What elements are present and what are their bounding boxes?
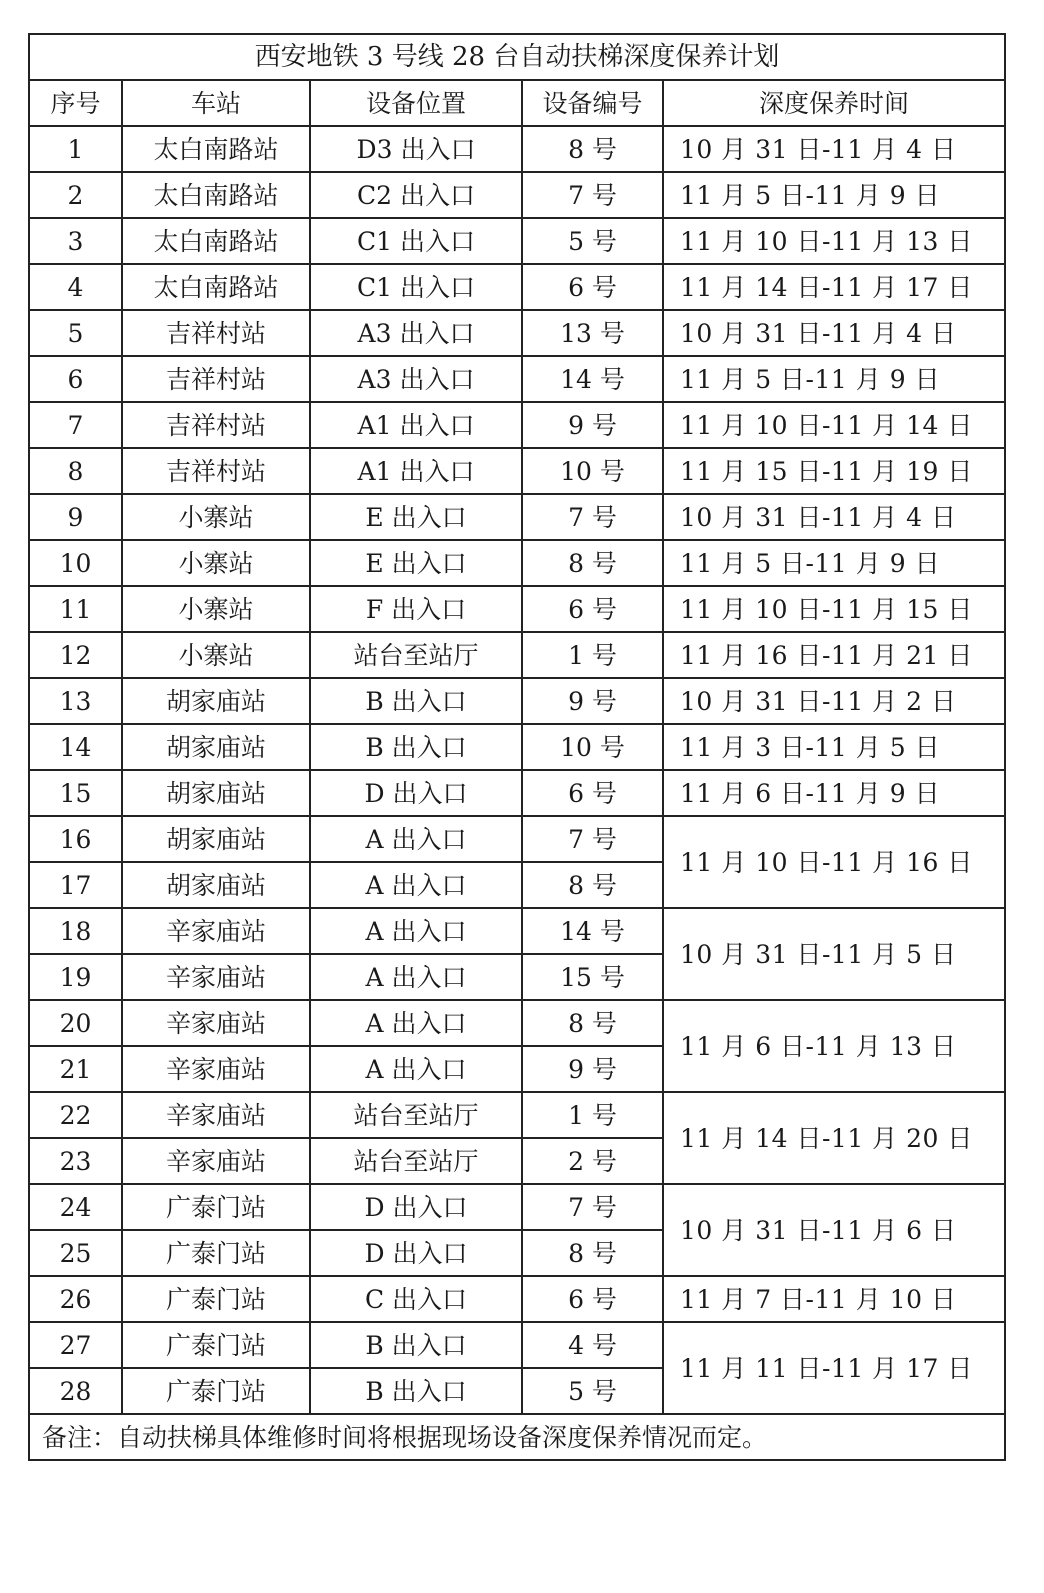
cell-location: 站台至站厅 bbox=[310, 1092, 522, 1138]
cell-device: 9 号 bbox=[522, 678, 663, 724]
table-row bbox=[29, 1092, 1005, 1138]
cell-device: 7 号 bbox=[522, 172, 663, 218]
maintenance-schedule-table bbox=[28, 33, 1006, 1461]
cell-no: 21 bbox=[29, 1046, 122, 1092]
table-row bbox=[29, 1000, 1005, 1046]
note: 备注：自动扶梯具体维修时间将根据现场设备深度保养情况而定。 bbox=[29, 1414, 1005, 1460]
cell-location: A1 出入口 bbox=[310, 448, 522, 494]
cell-location: C2 出入口 bbox=[310, 172, 522, 218]
cell-location: A3 出入口 bbox=[310, 310, 522, 356]
cell-location: B 出入口 bbox=[310, 724, 522, 770]
table-row bbox=[29, 586, 1005, 632]
cell-no: 27 bbox=[29, 1322, 122, 1368]
cell-location: 站台至站厅 bbox=[310, 1138, 522, 1184]
cell-station: 小寨站 bbox=[122, 586, 310, 632]
cell-station: 广泰门站 bbox=[122, 1368, 310, 1414]
cell-device: 9 号 bbox=[522, 402, 663, 448]
table-body bbox=[29, 126, 1005, 1414]
cell-no: 1 bbox=[29, 126, 122, 172]
cell-station: 太白南路站 bbox=[122, 126, 310, 172]
cell-no: 10 bbox=[29, 540, 122, 586]
table-row bbox=[29, 356, 1005, 402]
cell-location: A 出入口 bbox=[310, 862, 522, 908]
header-device: 设备编号 bbox=[522, 80, 663, 126]
cell-device: 2 号 bbox=[522, 1138, 663, 1184]
cell-station: 胡家庙站 bbox=[122, 862, 310, 908]
cell-no: 24 bbox=[29, 1184, 122, 1230]
header-station: 车站 bbox=[122, 80, 310, 126]
cell-station: 辛家庙站 bbox=[122, 1092, 310, 1138]
cell-no: 28 bbox=[29, 1368, 122, 1414]
cell-station: 广泰门站 bbox=[122, 1322, 310, 1368]
cell-no: 5 bbox=[29, 310, 122, 356]
cell-no: 20 bbox=[29, 1000, 122, 1046]
cell-device: 7 号 bbox=[522, 494, 663, 540]
cell-device: 8 号 bbox=[522, 862, 663, 908]
cell-no: 3 bbox=[29, 218, 122, 264]
cell-station: 小寨站 bbox=[122, 494, 310, 540]
cell-location: A3 出入口 bbox=[310, 356, 522, 402]
cell-no: 6 bbox=[29, 356, 122, 402]
cell-device: 7 号 bbox=[522, 1184, 663, 1230]
table-row bbox=[29, 908, 1005, 954]
cell-no: 25 bbox=[29, 1230, 122, 1276]
cell-no: 2 bbox=[29, 172, 122, 218]
cell-no: 18 bbox=[29, 908, 122, 954]
cell-time: 10 月 31 日-11 月 4 日 bbox=[663, 494, 1005, 540]
cell-no: 12 bbox=[29, 632, 122, 678]
cell-time: 10 月 31 日-11 月 4 日 bbox=[663, 310, 1005, 356]
cell-station: 吉祥村站 bbox=[122, 448, 310, 494]
cell-device: 9 号 bbox=[522, 1046, 663, 1092]
cell-time: 10 月 31 日-11 月 2 日 bbox=[663, 678, 1005, 724]
cell-device: 7 号 bbox=[522, 816, 663, 862]
cell-station: 太白南路站 bbox=[122, 172, 310, 218]
cell-location: A 出入口 bbox=[310, 816, 522, 862]
cell-time: 11 月 5 日-11 月 9 日 bbox=[663, 172, 1005, 218]
cell-station: 小寨站 bbox=[122, 540, 310, 586]
cell-location: D3 出入口 bbox=[310, 126, 522, 172]
cell-time: 11 月 16 日-11 月 21 日 bbox=[663, 632, 1005, 678]
header-time: 深度保养时间 bbox=[663, 80, 1005, 126]
cell-location: D 出入口 bbox=[310, 1230, 522, 1276]
table-title: 西安地铁 3 号线 28 台自动扶梯深度保养计划 bbox=[29, 34, 1005, 80]
cell-location: A 出入口 bbox=[310, 1000, 522, 1046]
cell-location: B 出入口 bbox=[310, 1368, 522, 1414]
cell-location: D 出入口 bbox=[310, 1184, 522, 1230]
cell-device: 6 号 bbox=[522, 586, 663, 632]
cell-location: E 出入口 bbox=[310, 540, 522, 586]
cell-station: 小寨站 bbox=[122, 632, 310, 678]
cell-no: 15 bbox=[29, 770, 122, 816]
table-row bbox=[29, 402, 1005, 448]
cell-device: 8 号 bbox=[522, 126, 663, 172]
cell-device: 15 号 bbox=[522, 954, 663, 1000]
cell-time: 11 月 6 日-11 月 9 日 bbox=[663, 770, 1005, 816]
cell-location: 站台至站厅 bbox=[310, 632, 522, 678]
cell-location: C 出入口 bbox=[310, 1276, 522, 1322]
cell-no: 16 bbox=[29, 816, 122, 862]
cell-device: 8 号 bbox=[522, 540, 663, 586]
cell-time: 11 月 5 日-11 月 9 日 bbox=[663, 540, 1005, 586]
cell-device: 4 号 bbox=[522, 1322, 663, 1368]
cell-device: 1 号 bbox=[522, 632, 663, 678]
cell-time: 11 月 15 日-11 月 19 日 bbox=[663, 448, 1005, 494]
cell-no: 22 bbox=[29, 1092, 122, 1138]
cell-time: 11 月 3 日-11 月 5 日 bbox=[663, 724, 1005, 770]
cell-station: 太白南路站 bbox=[122, 264, 310, 310]
cell-device: 14 号 bbox=[522, 356, 663, 402]
cell-time: 10 月 31 日-11 月 4 日 bbox=[663, 126, 1005, 172]
cell-device: 1 号 bbox=[522, 1092, 663, 1138]
header-no: 序号 bbox=[29, 80, 122, 126]
cell-device: 8 号 bbox=[522, 1000, 663, 1046]
cell-time: 11 月 7 日-11 月 10 日 bbox=[663, 1276, 1005, 1322]
cell-time: 11 月 14 日-11 月 17 日 bbox=[663, 264, 1005, 310]
cell-no: 8 bbox=[29, 448, 122, 494]
cell-device: 10 号 bbox=[522, 724, 663, 770]
table-row bbox=[29, 678, 1005, 724]
table-row bbox=[29, 770, 1005, 816]
cell-device: 6 号 bbox=[522, 1276, 663, 1322]
cell-station: 吉祥村站 bbox=[122, 402, 310, 448]
cell-time: 11 月 11 日-11 月 17 日 bbox=[663, 1322, 1005, 1414]
table-row bbox=[29, 1322, 1005, 1368]
cell-device: 13 号 bbox=[522, 310, 663, 356]
cell-no: 26 bbox=[29, 1276, 122, 1322]
cell-device: 6 号 bbox=[522, 264, 663, 310]
cell-station: 辛家庙站 bbox=[122, 908, 310, 954]
cell-station: 广泰门站 bbox=[122, 1276, 310, 1322]
cell-device: 8 号 bbox=[522, 1230, 663, 1276]
cell-station: 吉祥村站 bbox=[122, 356, 310, 402]
cell-device: 5 号 bbox=[522, 1368, 663, 1414]
table-row bbox=[29, 494, 1005, 540]
table-row bbox=[29, 218, 1005, 264]
cell-time: 11 月 10 日-11 月 15 日 bbox=[663, 586, 1005, 632]
cell-station: 胡家庙站 bbox=[122, 770, 310, 816]
cell-time: 11 月 6 日-11 月 13 日 bbox=[663, 1000, 1005, 1092]
table-row bbox=[29, 310, 1005, 356]
cell-location: C1 出入口 bbox=[310, 264, 522, 310]
cell-time: 11 月 5 日-11 月 9 日 bbox=[663, 356, 1005, 402]
cell-no: 7 bbox=[29, 402, 122, 448]
cell-station: 胡家庙站 bbox=[122, 816, 310, 862]
cell-time: 11 月 10 日-11 月 13 日 bbox=[663, 218, 1005, 264]
cell-location: B 出入口 bbox=[310, 678, 522, 724]
cell-location: A1 出入口 bbox=[310, 402, 522, 448]
cell-location: A 出入口 bbox=[310, 908, 522, 954]
table-row bbox=[29, 1184, 1005, 1230]
table-row bbox=[29, 126, 1005, 172]
table-row bbox=[29, 540, 1005, 586]
cell-station: 太白南路站 bbox=[122, 218, 310, 264]
cell-no: 9 bbox=[29, 494, 122, 540]
cell-location: F 出入口 bbox=[310, 586, 522, 632]
cell-time: 11 月 10 日-11 月 16 日 bbox=[663, 816, 1005, 908]
cell-time: 11 月 14 日-11 月 20 日 bbox=[663, 1092, 1005, 1184]
cell-no: 17 bbox=[29, 862, 122, 908]
cell-station: 辛家庙站 bbox=[122, 1046, 310, 1092]
cell-location: C1 出入口 bbox=[310, 218, 522, 264]
cell-station: 辛家庙站 bbox=[122, 954, 310, 1000]
header-location: 设备位置 bbox=[310, 80, 522, 126]
cell-no: 13 bbox=[29, 678, 122, 724]
cell-location: E 出入口 bbox=[310, 494, 522, 540]
cell-location: D 出入口 bbox=[310, 770, 522, 816]
cell-station: 辛家庙站 bbox=[122, 1138, 310, 1184]
cell-station: 胡家庙站 bbox=[122, 678, 310, 724]
cell-time: 10 月 31 日-11 月 5 日 bbox=[663, 908, 1005, 1000]
table-row bbox=[29, 264, 1005, 310]
table-row bbox=[29, 632, 1005, 678]
cell-device: 5 号 bbox=[522, 218, 663, 264]
cell-location: A 出入口 bbox=[310, 1046, 522, 1092]
cell-station: 广泰门站 bbox=[122, 1184, 310, 1230]
cell-no: 11 bbox=[29, 586, 122, 632]
table-row bbox=[29, 448, 1005, 494]
cell-location: A 出入口 bbox=[310, 954, 522, 1000]
cell-station: 吉祥村站 bbox=[122, 310, 310, 356]
header-row bbox=[29, 80, 1005, 126]
cell-no: 23 bbox=[29, 1138, 122, 1184]
cell-time: 11 月 10 日-11 月 14 日 bbox=[663, 402, 1005, 448]
cell-time: 10 月 31 日-11 月 6 日 bbox=[663, 1184, 1005, 1276]
cell-no: 4 bbox=[29, 264, 122, 310]
table-row bbox=[29, 1276, 1005, 1322]
cell-device: 6 号 bbox=[522, 770, 663, 816]
cell-station: 辛家庙站 bbox=[122, 1000, 310, 1046]
table-row bbox=[29, 724, 1005, 770]
cell-no: 19 bbox=[29, 954, 122, 1000]
cell-station: 胡家庙站 bbox=[122, 724, 310, 770]
table-row bbox=[29, 172, 1005, 218]
cell-no: 14 bbox=[29, 724, 122, 770]
cell-station: 广泰门站 bbox=[122, 1230, 310, 1276]
cell-location: B 出入口 bbox=[310, 1322, 522, 1368]
cell-device: 14 号 bbox=[522, 908, 663, 954]
table-row bbox=[29, 816, 1005, 862]
cell-device: 10 号 bbox=[522, 448, 663, 494]
